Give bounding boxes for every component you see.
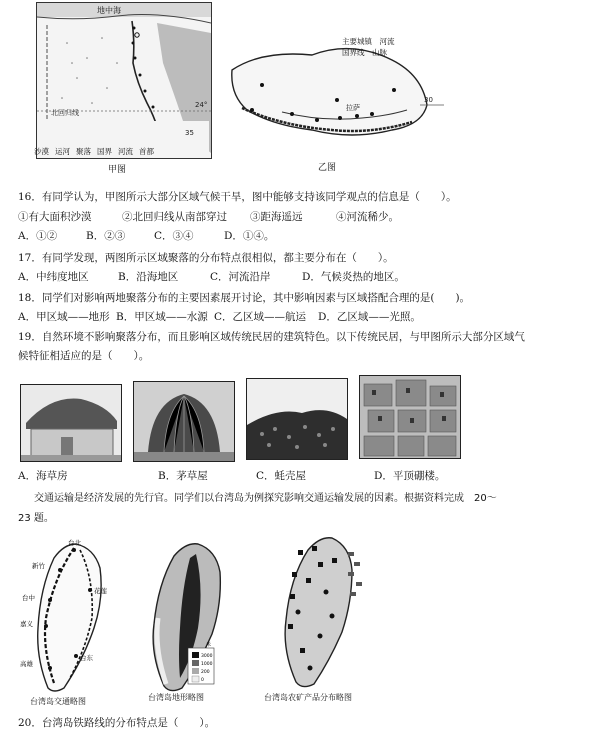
- terrain-legend-0: 0: [201, 678, 204, 683]
- nile-river: [132, 21, 159, 133]
- legend-mountain: 山脉: [372, 48, 387, 57]
- q19-option-c[interactable]: C．蚝壳屋: [256, 470, 307, 482]
- q16-subitem-3: ③距海遥远: [250, 211, 303, 223]
- taiwan-resource-map: [262, 532, 372, 692]
- q16-subitem-4: ④河流稀少。: [336, 211, 399, 223]
- legend-boundary: 国界线: [342, 48, 365, 57]
- taiwan-terrain-map: [130, 538, 240, 698]
- label-kaohsiung: 高雄: [20, 660, 33, 668]
- map-jia-caption: 甲图: [108, 165, 127, 175]
- terrain-unit: 米: [206, 642, 212, 648]
- sea-label: 地中海: [97, 6, 121, 15]
- q16-stem: 16．有同学认为，甲图所示大部分区域气候干旱，图中能够支持该同学观点的信息是（ ）。: [18, 191, 457, 203]
- tropic-label: 北回归线: [51, 109, 79, 117]
- label-hsinchu: 新竹: [32, 562, 45, 570]
- taiwan-terrain-caption: 台湾岛地形略图: [148, 693, 204, 702]
- label-hualien: 花莲: [94, 587, 107, 595]
- map-jia-legend: [34, 146, 224, 157]
- legend-settlement: 聚落: [76, 147, 91, 156]
- legend-capital: 首都: [139, 147, 154, 156]
- q18-options: [18, 310, 421, 324]
- terrain-legend-200: 200: [201, 670, 210, 675]
- legend-border: 国界: [97, 147, 112, 156]
- lhasa-label: 拉萨: [346, 104, 360, 112]
- q17-option-a[interactable]: A．中纬度地区: [18, 271, 89, 283]
- photo-thatched-hut: [133, 381, 235, 462]
- q17-option-c[interactable]: C．河流沿岸: [210, 271, 271, 283]
- q17-options: [18, 270, 405, 284]
- desert-dots: [61, 37, 118, 104]
- q16-subitems: [18, 210, 399, 224]
- q18-option-b[interactable]: B．甲区域——水源: [116, 311, 208, 323]
- q19-option-a[interactable]: A．海草房: [18, 470, 68, 482]
- q18-option-a[interactable]: A．甲区域——地形: [18, 311, 110, 323]
- q16-option-a[interactable]: A．①②: [18, 230, 58, 242]
- q19-stem-line1: 19．自然环境不影响聚落分布，而且影响区域传统民居的建筑特色。以下传统民居，与甲图所示大部分区域气: [18, 331, 525, 343]
- q16-subitem-1: ①有大面积沙漠: [18, 211, 92, 223]
- q16-options: [18, 229, 274, 243]
- label-taichung: 台中: [22, 594, 35, 602]
- terrain-legend-1000: 1000: [201, 662, 213, 667]
- q16-subitem-2: ②北回归线从南部穿过: [122, 211, 227, 223]
- q20-stem: 20．台湾岛铁路线的分布特点是（ ）。: [18, 717, 216, 729]
- map-jia: [36, 2, 212, 159]
- terrain-legend-3000: 3000: [201, 654, 213, 659]
- photo-flat-roof-house: [359, 375, 461, 459]
- map-jia-svg: [37, 3, 211, 158]
- q17-stem: 17．有同学发现，两图所示区域聚落的分布特点很相似，都主要分布在（ ）。: [18, 252, 394, 264]
- q19-option-b[interactable]: B．茅草屋: [158, 470, 208, 482]
- q16-option-b[interactable]: B．②③: [86, 230, 126, 242]
- taiwan-resource-caption: 台湾岛农矿产品分布略图: [264, 693, 352, 702]
- q17-option-b[interactable]: B．沿海地区: [118, 271, 179, 283]
- intro-line2: 23 题。: [18, 513, 54, 524]
- q16-option-c[interactable]: C．③④: [154, 230, 194, 242]
- legend-yi-river: 河流: [379, 37, 395, 46]
- taiwan-outline-1: [38, 544, 101, 691]
- map-yi-svg: [222, 30, 444, 150]
- legend-town: 主要城镇: [342, 37, 372, 46]
- photo-oyster-shell-house: [246, 378, 348, 460]
- q19-options: [18, 469, 445, 483]
- legend-desert: 沙漠: [34, 147, 49, 156]
- legend-river: 河流: [118, 147, 133, 156]
- taiwan-transport-map: [14, 538, 124, 698]
- taiwan-transport-caption: 台湾岛交通略图: [30, 697, 86, 706]
- label-chiayi: 嘉义: [20, 620, 33, 628]
- q19-stem-line2: 候特征相适应的是（ ）。: [18, 350, 150, 362]
- q18-option-d[interactable]: D．乙区域——光照。: [318, 311, 421, 323]
- intro-line1: 交通运输是经济发展的先行官。同学们以台湾岛为例探究影响交通运输发展的因素。根据资料完成 20～: [34, 493, 497, 504]
- lon-label: 35: [185, 129, 194, 137]
- map-yi-caption: 乙图: [318, 163, 337, 173]
- q16-option-d[interactable]: D．①④。: [224, 230, 275, 242]
- legend-canal: 运河: [55, 147, 70, 156]
- map-yi-legend: [342, 36, 395, 58]
- label-taipei: 台北: [68, 539, 81, 547]
- q19-option-d[interactable]: D．平顶硼楼。: [374, 470, 446, 482]
- taiwan-outline-3: [285, 538, 352, 687]
- q18-stem: 18．同学们对影响两地聚落分布的主要因素展开讨论，其中影响因素与区域搭配合理的是( )。: [18, 292, 471, 304]
- q18-option-c[interactable]: C．乙区域——航运: [214, 311, 307, 323]
- map-yi: [222, 30, 444, 150]
- label-taitung: 台东: [80, 654, 93, 662]
- lat-label: 24°: [195, 101, 208, 109]
- tibet-outline: [232, 49, 427, 135]
- q17-option-d[interactable]: D．气候炎热的地区。: [302, 271, 405, 283]
- yi-lat-label: 30: [424, 96, 433, 104]
- photo-seaweed-house: [20, 384, 122, 462]
